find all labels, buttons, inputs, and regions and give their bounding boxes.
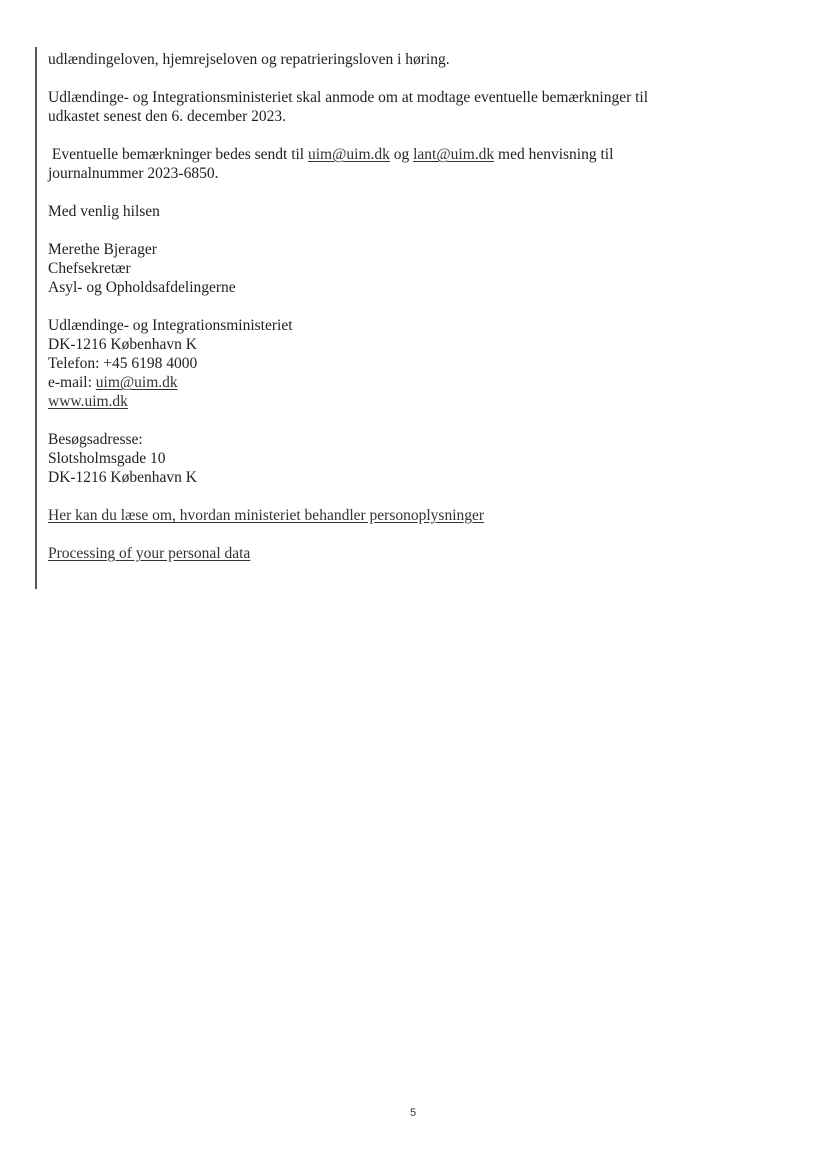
visit-postal: DK-1216 København K: [48, 469, 197, 486]
signature-name: Merethe Bjerager: [48, 241, 157, 258]
signature-title: Chefsekretær: [48, 260, 131, 277]
privacy-da-paragraph: [48, 506, 748, 525]
send-to-line-2: journalnummer 2023-6850.: [48, 165, 219, 182]
email-link-lant[interactable]: lant@uim.dk: [413, 146, 495, 163]
send-to-paragraph: [48, 145, 748, 183]
letter-body: [48, 50, 748, 582]
send-to-suffix: med henvisning til: [494, 146, 614, 163]
contact-phone: Telefon: +45 6198 4000: [48, 355, 198, 372]
website-line: [48, 392, 748, 411]
request-line-2: udkastet senest den 6. december 2023.: [48, 108, 287, 125]
privacy-en-line: [48, 544, 748, 563]
closing-line: Med venlig hilsen: [48, 203, 160, 220]
email-link-uim[interactable]: uim@uim.dk: [308, 146, 390, 163]
request-paragraph: [48, 88, 748, 126]
website-link[interactable]: www.uim.dk: [48, 393, 128, 410]
contact-email-label: e-mail:: [48, 374, 96, 391]
contact-postal: DK-1216 København K: [48, 336, 197, 353]
page-number: 5: [409, 1107, 417, 1119]
margin-rule: [35, 47, 37, 589]
continuation-line: udlændingeloven, hjemrejseloven og repatrieringsloven i høring.: [48, 51, 450, 68]
send-to-prefix: Eventuelle bemærkninger bedes sendt til: [48, 146, 308, 163]
contact-email-link[interactable]: uim@uim.dk: [95, 374, 178, 391]
privacy-da-line: [48, 506, 748, 525]
continuation-paragraph: [48, 50, 748, 69]
visit-label: Besøgsadresse:: [48, 431, 143, 448]
privacy-en-paragraph: [48, 544, 748, 563]
contact-email-line: [48, 373, 748, 392]
send-to-middle: og: [389, 146, 414, 163]
signature-block: [48, 240, 748, 297]
signature-department: Asyl- og Opholdsafdelingerne: [48, 279, 236, 296]
privacy-link-english[interactable]: Processing of your personal data: [48, 545, 251, 562]
contact-ministry: Udlændinge- og Integrationsministeriet: [48, 317, 293, 334]
visit-street: Slotsholmsgade 10: [48, 450, 166, 467]
closing-paragraph: [48, 202, 748, 221]
send-to-line-1: [48, 145, 748, 164]
request-line-1: Udlændinge- og Integrationsministeriet skal anmode om at modtage eventuelle bemærkninger til: [48, 89, 649, 106]
visit-address-block: [48, 430, 748, 487]
contact-block: [48, 316, 748, 411]
privacy-link-danish[interactable]: Her kan du læse om, hvordan ministeriet behandler personoplysninger: [48, 507, 485, 524]
